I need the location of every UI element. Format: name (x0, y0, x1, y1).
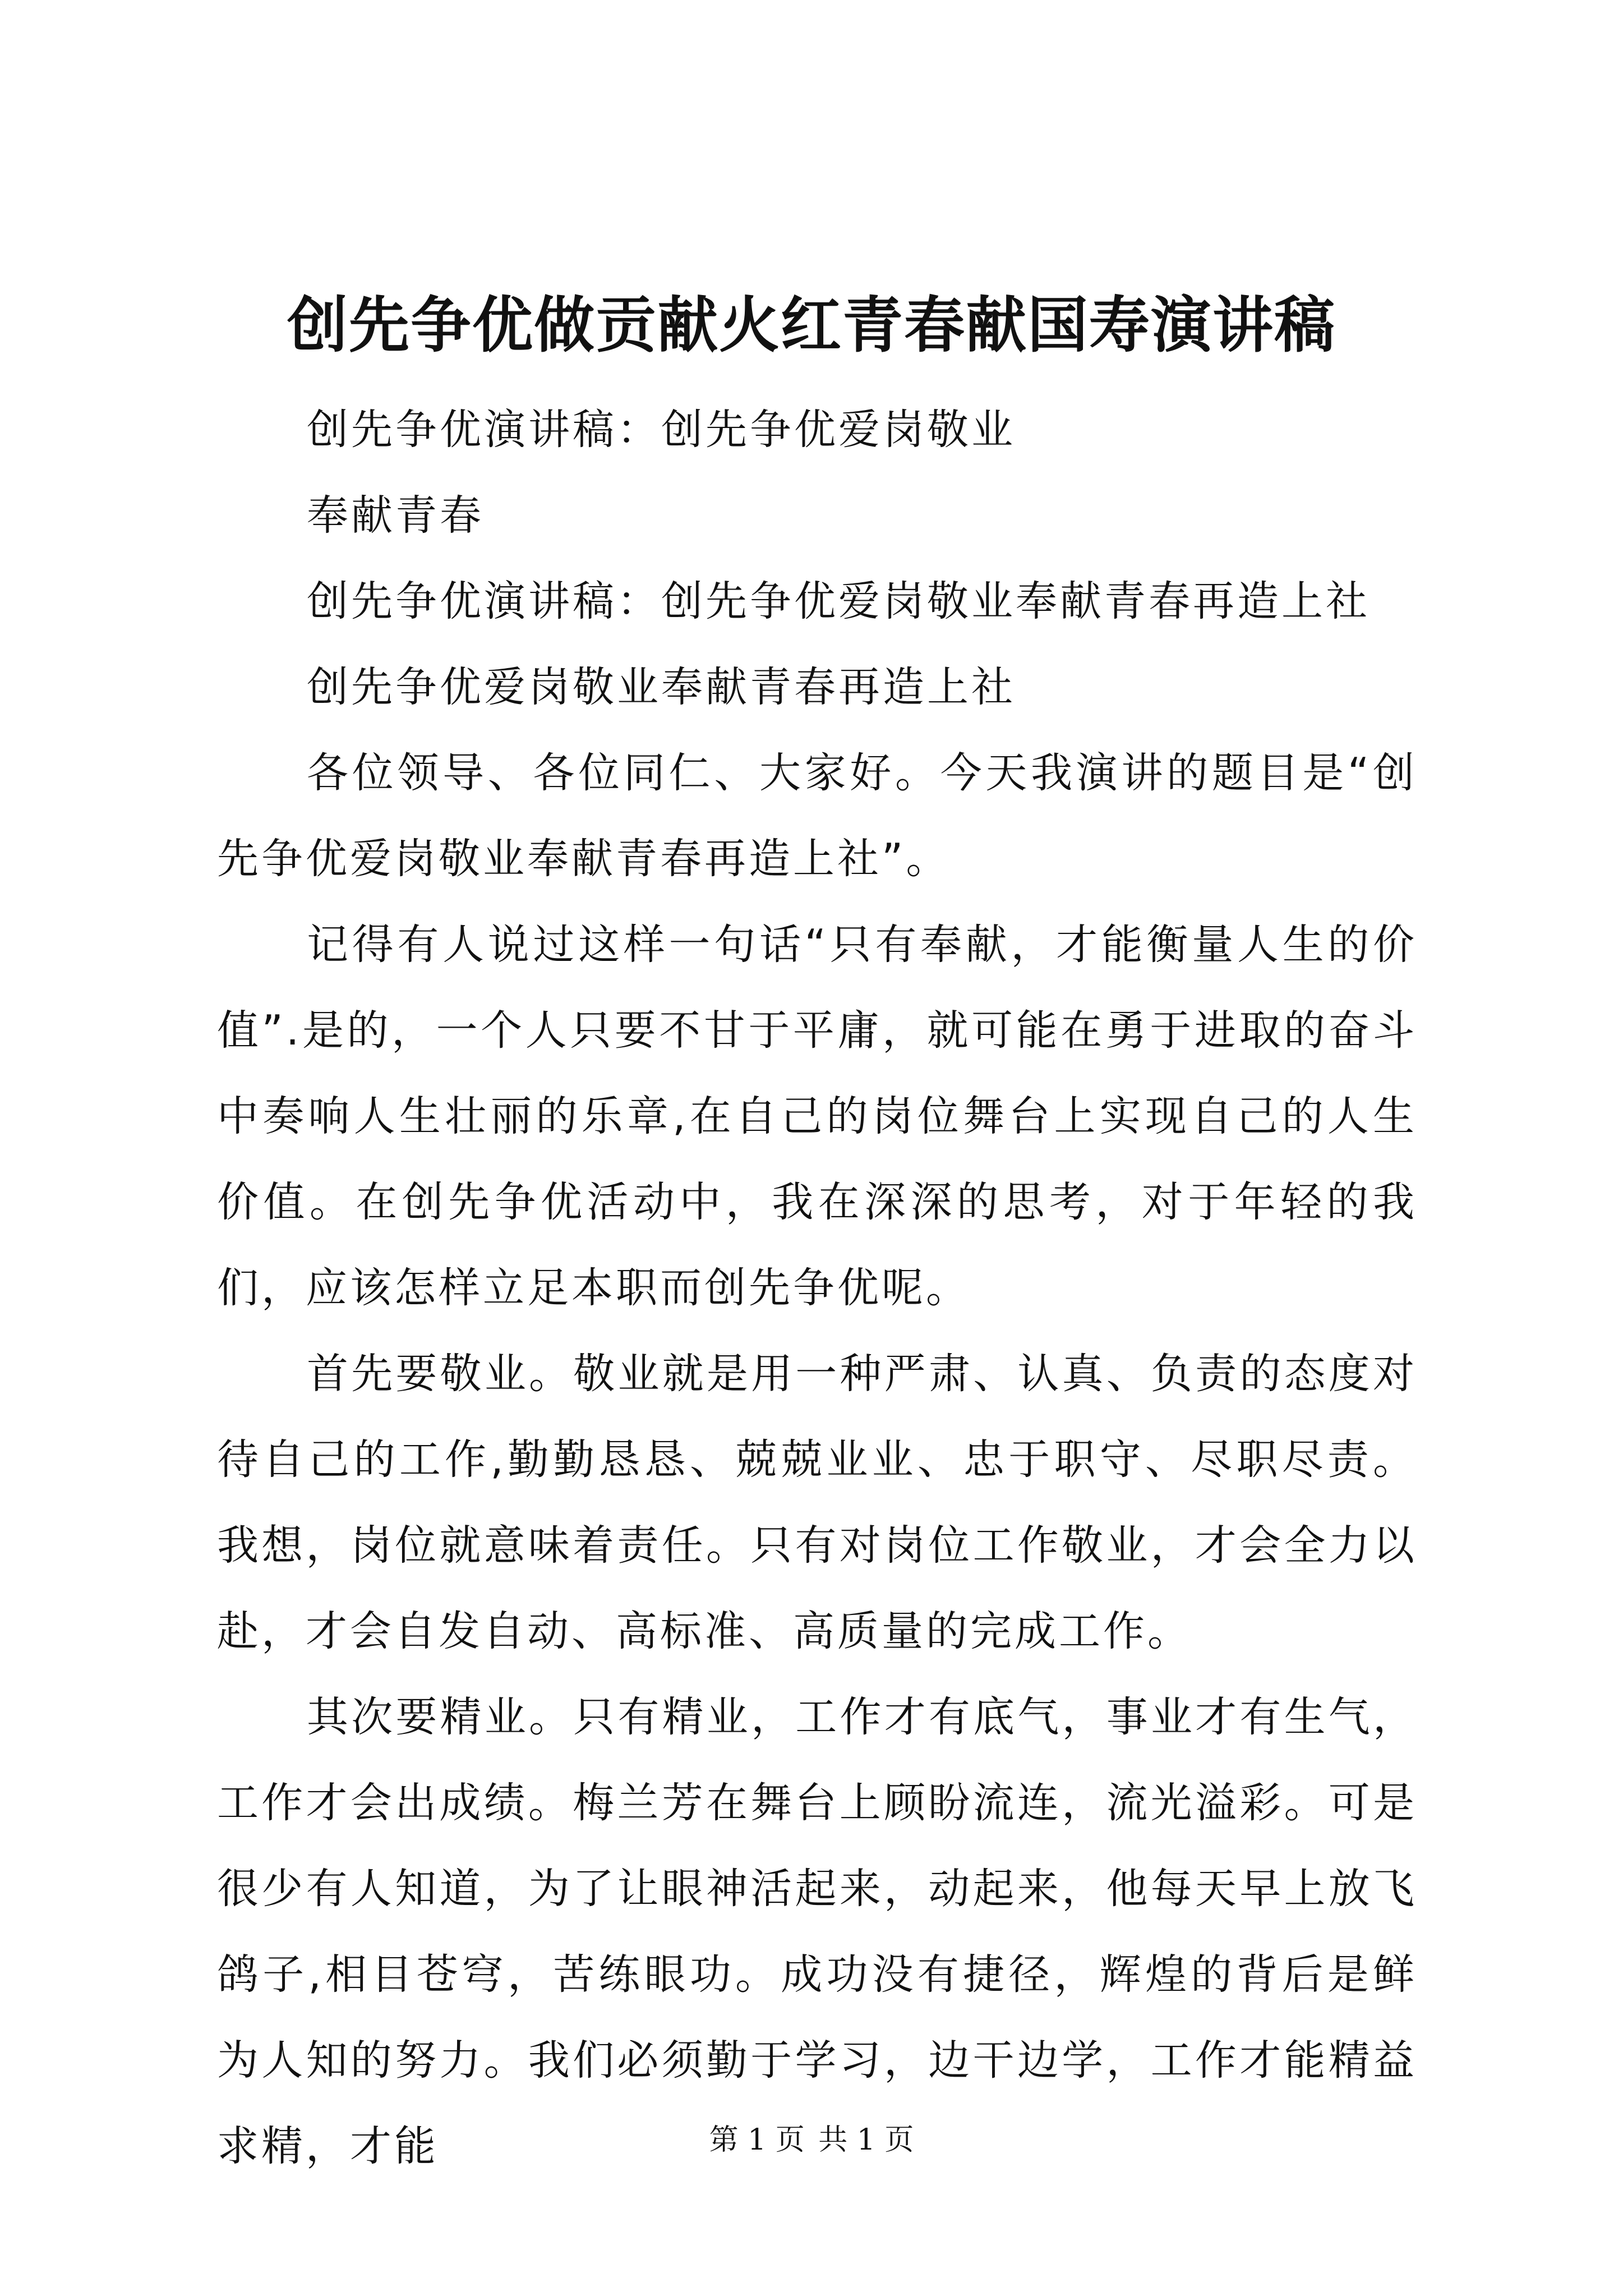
paragraph: 各位领导、各位同仁、大家好。今天我演讲的题目是“创先争优爱岗敬业奉献青春再造上社”。 (217, 749, 1417, 883)
text-line: 创先争优爱岗敬业奉献青春再造上社 (307, 663, 1016, 711)
page-number: 第 1 页 (709, 2123, 805, 2157)
document-body (217, 387, 1417, 2189)
text-line: 奉献青春 (307, 491, 484, 540)
page-total: 共 1 页 (818, 2123, 914, 2157)
paragraph: 首先要敬业。敬业就是用一种严肃、认真、负责的态度对待自己的工作,勤勤恳恳、兢兢业业、忠于职守、尽职尽责。我想，岗位就意味着责任。只有对岗位工作敬业，才会全力以赴，才会自发自动、高标准、高质量的完成工作。 (217, 1350, 1417, 1655)
text-line: 创先争优演讲稿：创先争优爱岗敬业奉献青春再造上社 (307, 577, 1370, 625)
page-footer (0, 2120, 1623, 2160)
paragraph: 记得有人说过这样一句话“只有奉献，才能衡量人生的价值”.是的，一个人只要不甘于平庸，就可能在勇于进取的奋斗中奏响人生壮丽的乐章,在自己的岗位舞台上实现自己的人生价值。在创先争优活动中，我在深深的思考，对于年轻的我们，应该怎样立足本职而创先争优呢。 (217, 921, 1417, 1312)
text-line: 创先争优演讲稿：创先争优爱岗敬业 (307, 406, 1016, 454)
paragraph: 其次要精业。只有精业，工作才有底气，事业才有生气，工作才会出成绩。梅兰芳在舞台上顾盼流连，流光溢彩。可是很少有人知道，为了让眼神活起来，动起来，他每天早上放飞鸽子,相目苍穹，苦练眼功。成功没有捷径，辉煌的背后是鲜为人知的努力。我们必须勤于学习，边干边学，工作才能精益求精，才能 (217, 1693, 1417, 2170)
document-title: 创先争优做贡献火红青春献国寿演讲稿 (287, 290, 1336, 361)
